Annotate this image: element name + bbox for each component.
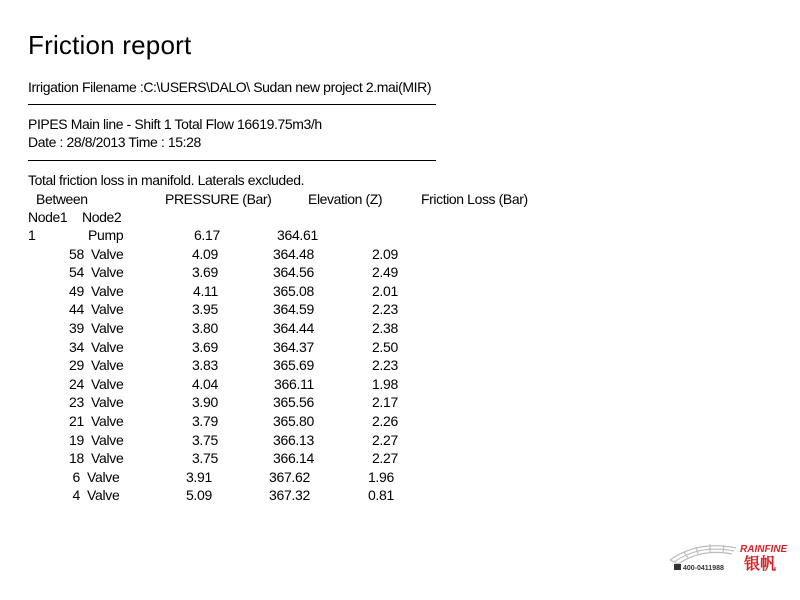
node1-cell: 34 — [69, 338, 84, 355]
header-between: Between — [36, 191, 88, 207]
brand-en: RAINFINE — [740, 544, 788, 555]
date-line: Date : 28/8/2013 Time : 15:28 — [28, 134, 201, 150]
pressure-cell: 3.69 — [191, 264, 218, 281]
elevation-cell: 365.80 — [272, 413, 314, 429]
header-node1: Node1 — [28, 209, 68, 225]
node1-cell: 23 — [69, 394, 84, 411]
pressure-cell: 6.17 — [193, 227, 220, 243]
friction-loss-cell: 1.96 — [367, 468, 394, 485]
pressure-cell: 4.04 — [191, 375, 218, 392]
friction-loss-cell: 0.81 — [367, 487, 394, 504]
elevation-cell: 366.13 — [272, 431, 314, 448]
friction-loss-cell: 2.23 — [371, 301, 398, 318]
node2-cell: Valve — [91, 357, 124, 374]
friction-loss-cell: 2.09 — [371, 245, 398, 262]
node2-cell: Valve — [91, 431, 124, 448]
node1-cell: 29 — [69, 357, 84, 374]
node2-cell: Valve — [91, 413, 124, 429]
elevation-cell: 364.44 — [272, 320, 314, 336]
node1-cell: 19 — [69, 431, 84, 448]
node2-cell: Valve — [91, 450, 124, 467]
node1-cell: 44 — [69, 301, 84, 318]
friction-loss-cell: 2.27 — [371, 450, 398, 467]
elevation-cell: 367.62 — [268, 468, 310, 485]
friction-loss-cell: 2.38 — [371, 320, 398, 336]
elevation-cell: 364.59 — [272, 301, 314, 318]
node1-cell: 49 — [69, 282, 84, 299]
friction-loss-cell: 2.17 — [371, 394, 398, 411]
node1-cell: 58 — [69, 245, 84, 262]
node2-cell: Pump — [88, 227, 124, 243]
node2-cell: Valve — [91, 301, 124, 318]
friction-loss-cell: 1.98 — [371, 375, 398, 392]
pressure-cell: 3.95 — [191, 301, 218, 318]
summary-line: Total friction loss in manifold. Laterals excluded. — [28, 172, 305, 188]
friction-loss-cell: 2.01 — [371, 282, 398, 299]
pressure-cell: 4.11 — [192, 282, 218, 299]
header-node2: Node2 — [82, 209, 122, 225]
friction-loss-cell: 2.26 — [371, 413, 398, 429]
node2-cell: Valve — [87, 468, 120, 485]
elevation-cell: 364.37 — [272, 338, 314, 355]
node1-cell: 6 — [72, 468, 80, 485]
header-pressure: PRESSURE (Bar) — [165, 191, 272, 207]
pressure-cell: 3.91 — [185, 468, 212, 485]
node2-cell: Valve — [91, 320, 124, 336]
brand-cn: 银帆 — [744, 554, 777, 573]
elevation-cell: 364.48 — [272, 245, 314, 262]
node1-cell: 21 — [69, 413, 84, 429]
elevation-cell: 364.56 — [272, 264, 314, 281]
node2-cell: Valve — [91, 375, 124, 392]
phone-number: 400-0411988 — [683, 565, 724, 572]
node2-cell: Valve — [91, 245, 124, 262]
pressure-cell: 3.69 — [191, 338, 218, 355]
node2-cell: Valve — [91, 282, 124, 299]
elevation-cell: 365.69 — [272, 357, 314, 374]
pressure-cell: 3.75 — [191, 450, 218, 467]
elevation-cell: 366.14 — [272, 450, 314, 467]
pressure-cell: 3.90 — [191, 394, 218, 411]
divider — [28, 160, 436, 161]
elevation-cell: 366.11 — [274, 375, 314, 392]
phone-icon — [674, 564, 681, 570]
node2-cell: Valve — [91, 338, 124, 355]
pipes-line: PIPES Main line - Shift 1 Total Flow 16619.75m3/h — [28, 116, 322, 132]
elevation-cell: 364.61 — [276, 227, 318, 243]
pressure-cell: 5.09 — [185, 487, 212, 504]
friction-loss-cell: 2.23 — [371, 357, 398, 374]
node1-cell: 18 — [69, 450, 84, 467]
friction-loss-cell: 2.49 — [371, 264, 398, 281]
pressure-cell: 3.83 — [191, 357, 218, 374]
elevation-cell: 367.32 — [268, 487, 310, 504]
elevation-cell: 365.08 — [272, 282, 314, 299]
friction-loss-cell: 2.50 — [371, 338, 398, 355]
page-title: Friction report — [28, 30, 192, 60]
elevation-cell: 365.56 — [272, 394, 314, 411]
node1-cell: 54 — [69, 264, 84, 281]
node2-cell: Valve — [91, 394, 124, 411]
header-elevation: Elevation (Z) — [308, 191, 383, 207]
node2-cell: Valve — [91, 264, 124, 281]
node1-cell: 39 — [69, 320, 84, 336]
sprinkler-arc-icon — [670, 544, 736, 564]
node1-cell: 24 — [69, 375, 84, 392]
node2-cell: Valve — [87, 487, 120, 504]
pressure-cell: 3.79 — [191, 413, 218, 429]
pressure-cell: 3.80 — [191, 320, 218, 336]
friction-loss-cell: 2.27 — [371, 431, 398, 448]
header-friction-loss: Friction Loss (Bar) — [421, 191, 528, 207]
node1-cell: 1 — [28, 227, 36, 243]
node1-cell: 4 — [72, 487, 80, 504]
filename-line: Irrigation Filename :C:\USERS\DALO\ Sudan new project 2.mai(MIR) — [28, 79, 432, 95]
divider — [28, 104, 436, 105]
pressure-cell: 3.75 — [191, 431, 218, 448]
pressure-cell: 4.09 — [191, 245, 218, 262]
rainfine-logo — [668, 538, 796, 574]
